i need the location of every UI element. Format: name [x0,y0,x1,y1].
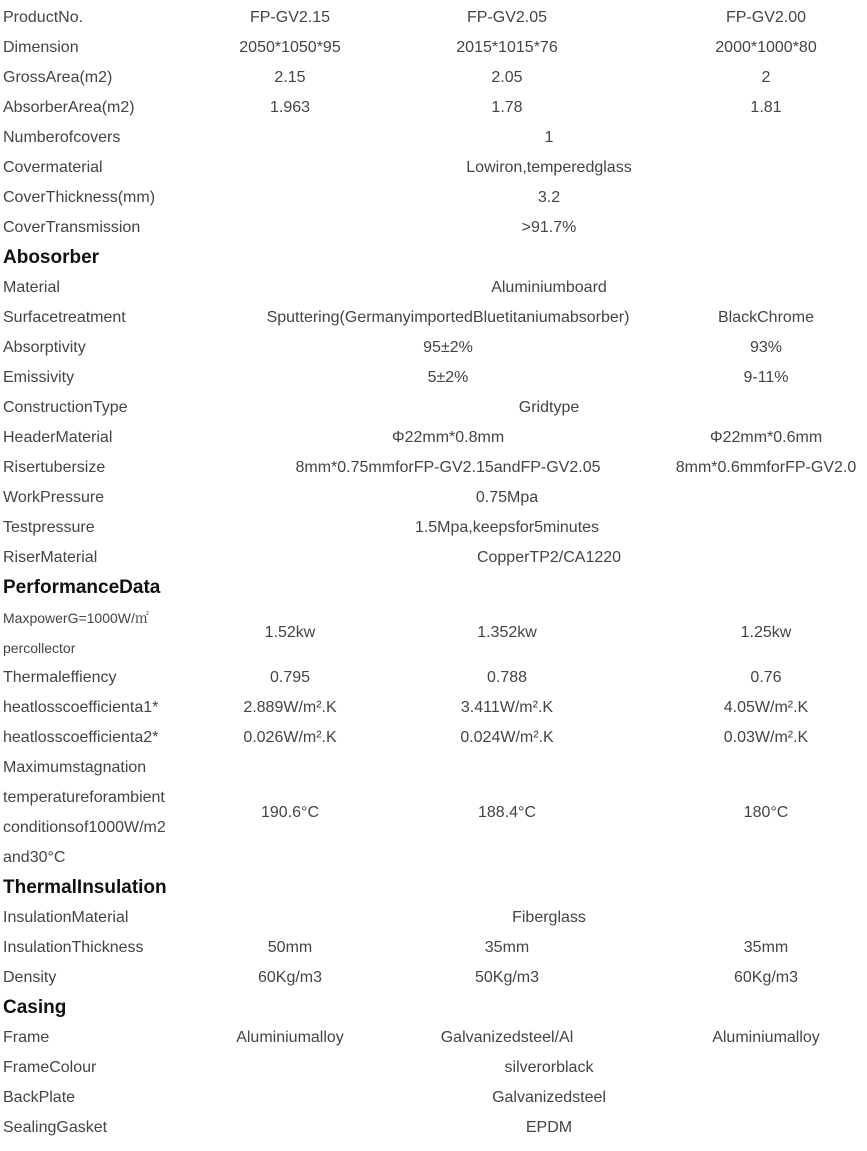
spec-row [0,333,867,363]
cell-value: 1.5Mpa,keepsfor5minutes [414,519,600,536]
cell-value: 0.03W/m².K [723,729,809,746]
row-label: FrameColour [3,1059,97,1076]
spec-row [0,933,867,963]
cell-value: Aluminiumboard [491,279,607,296]
row-label: CoverTransmission [3,219,141,236]
cell-value: silverorblack [504,1059,594,1076]
row-label: HeaderMaterial [3,429,113,446]
spec-row [0,1083,867,1113]
spec-row [0,663,867,693]
cell-value: 35mm [743,939,789,956]
row-label: Risertubersize [3,459,106,476]
cell-value: Aluminiumalloy [712,1029,820,1046]
section-heading: ThermalInsulation [3,877,167,898]
row-label: Dimension [3,39,79,56]
cell-value: >91.7% [521,219,577,236]
row-label-line: conditionsof1000W/m2 [3,819,166,836]
cell-value: 60Kg/m3 [733,969,799,986]
row-label: CoverThickness(mm) [3,189,156,206]
row-label: heatlosscoefficienta1* [3,699,159,716]
row-label: Thermaleffiency [3,669,117,686]
row-label-line: Maximumstagnation [3,759,147,776]
cell-value: 1.25kw [740,624,792,641]
row-label: Numberofcovers [3,129,121,146]
row-label: Emissivity [3,369,75,386]
section-heading: Abosorber [3,247,100,268]
cell-value: FP-GV2.05 [466,9,548,26]
spec-row [0,723,867,753]
row-label: Density [3,969,57,986]
cell-value: 0.75Mpa [475,489,539,506]
row-label-line: temperatureforambient [3,789,165,806]
row-label: WorkPressure [3,489,105,506]
row-label: SealingGasket [3,1119,108,1136]
spec-row [0,63,867,93]
spec-row [0,393,867,423]
cell-value: 188.4°C [478,804,536,821]
row-label: Surfacetreatment [3,309,126,326]
row-label: BackPlate [3,1089,76,1106]
cell-value: 2000*1000*80 [715,39,817,56]
row-label: Absorptivity [3,339,86,356]
spec-row [0,693,867,723]
spec-row [0,603,867,663]
cell-value: 2050*1050*95 [239,39,341,56]
cell-value: 2.15 [274,69,306,86]
section-heading: PerformanceData [3,577,161,598]
row-label: GrossArea(m2) [3,69,113,86]
row-label: InsulationMaterial [3,909,129,926]
spec-row [0,33,867,63]
spec-row [0,483,867,513]
spec-row [0,123,867,153]
cell-value: 2015*1015*76 [456,39,558,56]
row-label-line: MaxpowerG=1000W/㎡ [3,610,149,626]
row-label: AbsorberArea(m2) [3,99,135,116]
cell-value: CopperTP2/CA1220 [476,549,622,566]
cell-value: 8mm*0.6mmforFP-GV2.0 [675,459,857,476]
cell-value: 4.05W/m².K [723,699,809,716]
section-row [0,873,867,903]
cell-value: 8mm*0.75mmforFP-GV2.15andFP-GV2.05 [295,459,601,476]
cell-value: 50mm [267,939,313,956]
cell-value: 95±2% [423,339,473,356]
spec-row [0,423,867,453]
row-label-line: percollector [3,640,76,656]
cell-value: FP-GV2.00 [725,9,807,26]
cell-value: Aluminiumalloy [236,1029,344,1046]
cell-value: 5±2% [427,369,469,386]
spec-row [0,453,867,483]
cell-value: BlackChrome [717,309,815,326]
spec-row [0,303,867,333]
spec-row [0,183,867,213]
row-label: Frame [3,1029,50,1046]
cell-value: Gridtype [518,399,580,416]
spec-row [0,1113,867,1143]
cell-value: Sputtering(GermanyimportedBluetitaniumabsorber) [266,309,630,326]
row-label: ConstructionType [3,399,128,416]
row-label [0,603,231,663]
cell-value: 0.024W/m².K [460,729,554,746]
cell-value: 180°C [743,804,789,821]
row-label: Testpressure [3,519,95,536]
spec-row [0,273,867,303]
cell-value: 0.026W/m².K [243,729,337,746]
spec-row [0,513,867,543]
row-label [0,753,231,873]
row-label: InsulationThickness [3,939,144,956]
cell-value: Lowiron,temperedglass [466,159,632,176]
cell-value: 93% [749,339,783,356]
cell-value: 0.788 [486,669,528,686]
cell-value: 1.78 [491,99,523,116]
cell-value: Galvanizedsteel/Al [440,1029,574,1046]
spec-row [0,213,867,243]
cell-value: 1.963 [269,99,311,116]
spec-row [0,93,867,123]
row-label: ProductNo. [3,9,84,26]
section-row [0,573,867,603]
row-label: Material [3,279,60,296]
cell-value: Φ22mm*0.8mm [391,429,505,446]
spec-row [0,1023,867,1053]
cell-value: 2.889W/m².K [243,699,337,716]
cell-value: 190.6°C [261,804,319,821]
cell-value: 1 [544,129,554,146]
spec-row [0,1053,867,1083]
section-row [0,243,867,273]
cell-value: 2.05 [491,69,523,86]
cell-value: EPDM [525,1119,573,1136]
row-label: heatlosscoefficienta2* [3,729,159,746]
row-label-line: and30°C [3,849,66,866]
row-label: Covermaterial [3,159,103,176]
cell-value: 0.795 [269,669,311,686]
cell-value: 3.2 [537,189,561,206]
cell-value: Φ22mm*0.6mm [709,429,823,446]
section-row [0,993,867,1023]
cell-value: Fiberglass [512,909,586,926]
cell-value: 50Kg/m3 [474,969,540,986]
spec-row [0,963,867,993]
section-heading: Casing [3,997,67,1018]
spec-row [0,753,867,873]
cell-value: Galvanizedsteel [492,1089,606,1106]
cell-value: 9-11% [743,369,789,386]
cell-value: 60Kg/m3 [257,969,323,986]
cell-value: FP-GV2.15 [249,9,331,26]
cell-value: 35mm [484,939,530,956]
row-label: RiserMaterial [3,549,98,566]
cell-value: 1.52kw [264,624,316,641]
cell-value: 3.411W/m².K [460,699,554,716]
spec-row [0,903,867,933]
cell-value: 1.81 [750,99,782,116]
cell-value: 2 [761,69,771,86]
spec-row [0,3,867,33]
spec-row [0,153,867,183]
spec-row [0,363,867,393]
cell-value: 1.352kw [477,624,537,641]
cell-value: 0.76 [750,669,782,686]
spec-row [0,543,867,573]
